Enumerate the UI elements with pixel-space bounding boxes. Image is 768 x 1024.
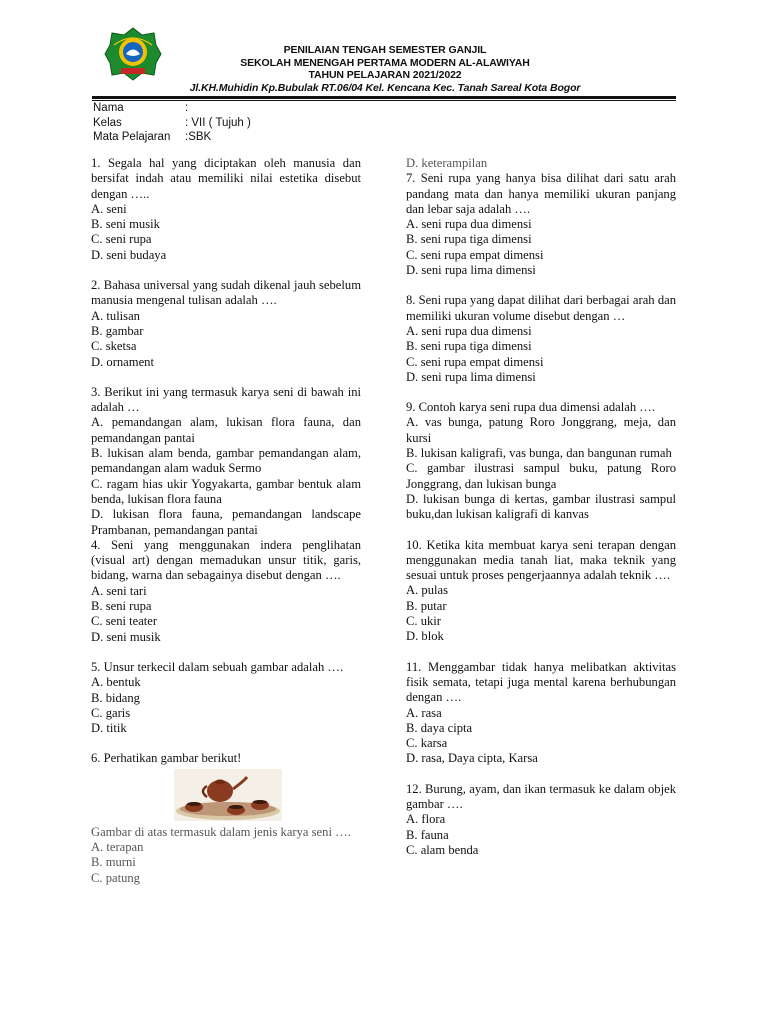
question-6-option-d: D. keterampilan [406,156,488,170]
question-stem: 5. Unsur terkecil dalam sebuah gambar adalah …. [91,659,344,674]
option-c: C. patung [91,870,140,885]
option-b: B. seni musik [91,217,160,232]
student-identity [93,101,251,145]
option-c: C. seni rupa empat dimensi [406,354,544,369]
option-c: C. gambar ilustrasi sampul buku, patung Roro Jonggrang, dan lukisan bunga [406,461,676,491]
nama-label: Nama [93,102,124,114]
question-11 [406,660,676,767]
option-b: B. lukisan kaligrafi, vas bunga, dan bangunan rumah [406,446,672,461]
option-b: B. gambar [91,323,144,338]
nama-value: : [185,102,189,114]
option-b: B. daya cipta [406,720,473,735]
question-stem: 9. Contoh karya seni rupa dua dimensi adalah …. [406,400,656,415]
option-b: B. seni rupa tiga dimensi [406,232,532,247]
option-a: A. seni rupa dua dimensi [406,217,532,232]
option-a: A. seni [91,201,127,216]
option-d: D. ornament [91,354,154,369]
school-emblem-icon [104,27,162,81]
option-b: B. seni rupa [91,599,152,614]
question-stem: 3. Berikut ini yang termasuk karya seni di bawah ini adalah … [91,384,361,415]
question-6 [91,751,361,885]
question-8 [406,293,676,385]
question-2 [91,278,361,370]
option-c: C. ragam hias ukir Yogyakarta, gambar bentuk alam benda, lukisan flora fauna [91,476,361,506]
question-stem: 7. Seni rupa yang hanya bisa dilihat dari satu arah pandang mata dan hanya memiliki ukuran panjang dan lebar saja adalah …. [406,171,676,216]
mapel-label: Mata Pelajaran [93,131,171,143]
option-a: A. tulisan [91,308,140,323]
clay-teapot-set-image [174,769,282,821]
option-c: C. seni rupa [91,232,152,247]
option-c: C. seni rupa empat dimensi [406,247,544,262]
option-d: D. lukisan flora fauna, pemandangan landscape Prambanan, pemandangan pantai [91,507,361,537]
left-column [91,156,361,886]
question-12 [406,782,676,858]
option-b: B. fauna [406,827,449,842]
question-stem: 1. Segala hal yang diciptakan oleh manusia dan bersifat indah atau memiliki nilai estetika disebut dengan ….. [91,156,361,201]
option-b: B. bidang [91,690,140,705]
option-a: A. terapan [91,839,144,854]
question-3 [91,385,361,538]
kelas-value: : VII ( Tujuh ) [185,116,251,129]
option-d: D. seni rupa lima dimensi [406,263,536,278]
option-d: D. lukisan bunga di kertas, gambar ilustrasi sampul buku,dan lukisan kaligrafi di kanvas [406,491,676,522]
mapel-value: :SBK [185,131,212,143]
question-7 [406,171,676,278]
header-school: SEKOLAH MENENGAH PERTAMA MODERN AL-ALAWIYAH [240,56,530,69]
question-stem: 2. Bahasa universal yang sudah dikenal jauh sebelum manusia mengenal tulisan adalah …. [91,278,361,308]
right-column [406,156,676,858]
option-d: D. seni budaya [91,247,167,262]
option-b: B. lukisan alam benda, gambar pemandangan alam, pemandangan alam waduk Sermo [91,446,361,476]
header-title: PENILAIAN TENGAH SEMESTER GANJIL [283,44,487,56]
option-a: A. flora [406,812,446,827]
question-10 [406,538,676,645]
option-c: C. alam benda [406,842,479,857]
option-a: A. bentuk [91,675,141,690]
option-c: C. garis [91,705,131,720]
option-c: C. seni teater [91,614,158,629]
option-d: D. seni rupa lima dimensi [406,369,536,384]
option-d: D. titik [91,721,127,736]
option-d: D. rasa, Daya cipta, Karsa [406,751,538,766]
header-divider-thick [92,96,676,99]
option-a: A. pemandangan alam, lukisan flora fauna, dan pemandangan pantai [91,415,361,445]
option-a: A. rasa [406,705,442,720]
option-a: A. vas bunga, patung Roro Jonggrang, meja, dan kursi [406,415,676,445]
option-d: D. blok [406,629,444,644]
kelas-label: Kelas [93,116,122,129]
question-stem: 6. Perhatikan gambar berikut! [91,751,242,766]
option-c: C. ukir [406,614,441,629]
question-9 [406,400,676,522]
question-stem: 12. Burung, ayam, dan ikan termasuk ke dalam objek gambar …. [406,781,676,811]
header-address: Jl.KH.Muhidin Kp.Bubulak RT.06/04 Kel. Kencana Kec. Tanah Sareal Kota Bogor [189,81,581,94]
option-b: B. seni rupa tiga dimensi [406,339,532,354]
question-stem: 8. Seni rupa yang dapat dilihat dari berbagai arah dan memiliki ukuran volume disebut dengan … [406,293,676,323]
question-stem-followup: Gambar di atas termasuk dalam jenis karya seni …. [91,824,351,839]
option-b: B. putar [406,598,447,613]
header-year: TAHUN PELAJARAN 2021/2022 [308,69,462,81]
option-b: B. murni [91,855,136,870]
option-a: A. pulas [406,583,448,598]
question-stem: 10. Ketika kita membuat karya seni terapan dengan menggunakan media tanah liat, maka teknik yang sesuai untuk proses pengerjaannya adalah teknik …. [406,537,676,583]
option-a: A. seni rupa dua dimensi [406,323,532,338]
question-5 [91,660,361,736]
question-4 [91,538,361,645]
question-1 [91,156,361,263]
question-stem: 4. Seni yang menggunakan indera penglihatan (visual art) dengan memadukan unsur titik, garis, bidang, warna dan sebagainya disebut dengan …. [91,537,361,583]
option-a: A. seni tari [91,583,147,598]
option-d: D. seni musik [91,629,161,644]
option-c: C. sketsa [91,339,137,354]
exam-header [190,44,580,94]
option-c: C. karsa [406,736,448,751]
question-stem: 11. Menggambar tidak hanya melibatkan aktivitas fisik semata, tetapi juga mental karena berhubungan dengan …. [406,659,676,705]
